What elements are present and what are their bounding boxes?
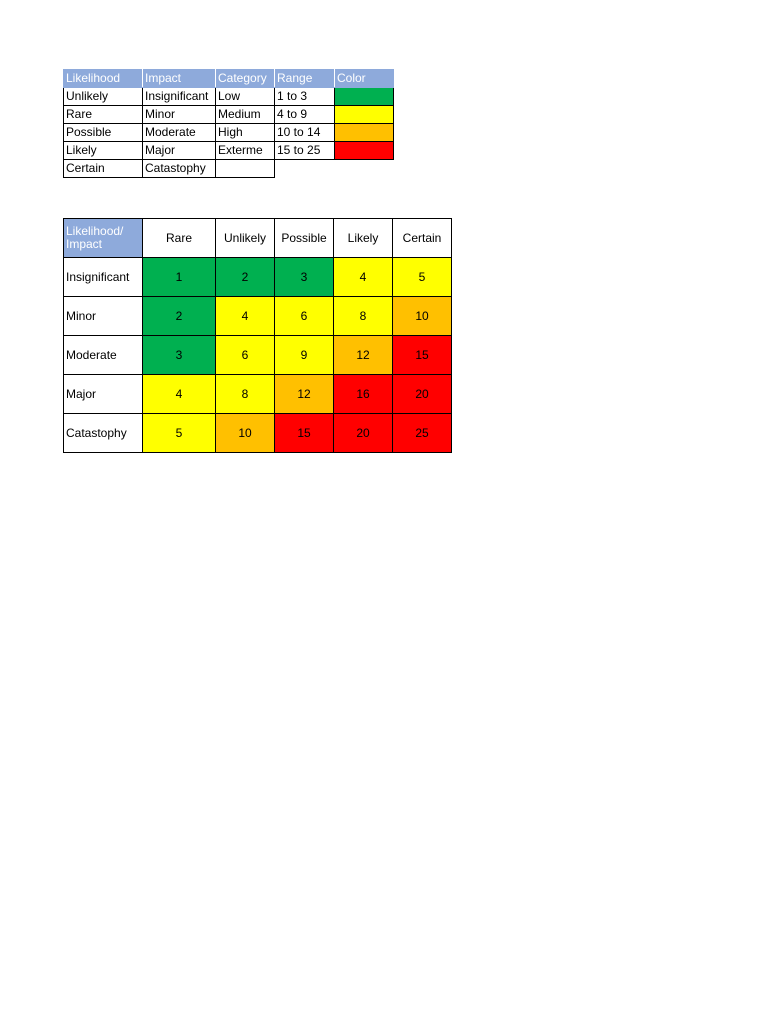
matrix-cell: 5 [143,414,216,453]
matrix-header-row [64,219,452,258]
matrix-cell: 25 [393,414,452,453]
matrix-cell: 8 [216,375,275,414]
legend-empty-cell [275,160,335,178]
legend-row [64,142,394,160]
legend-row [64,106,394,124]
legend-range: 1 to 3 [275,88,335,106]
matrix-row [64,258,452,297]
matrix-cell: 20 [334,414,393,453]
matrix-row-label: Minor [64,297,143,336]
legend-empty-cell [335,160,394,178]
legend-impact: Insignificant [143,88,216,106]
legend-header-likelihood: Likelihood [64,70,143,88]
matrix-cell: 3 [275,258,334,297]
matrix-cell: 1 [143,258,216,297]
matrix-col-possible: Possible [275,219,334,258]
matrix-row-label: Major [64,375,143,414]
legend-range: 4 to 9 [275,106,335,124]
matrix-cell: 4 [143,375,216,414]
legend-impact: Minor [143,106,216,124]
matrix-col-unlikely: Unlikely [216,219,275,258]
legend-category: High [216,124,275,142]
matrix-cell: 2 [143,297,216,336]
legend-color-swatch-high [335,124,394,142]
legend-category: Medium [216,106,275,124]
legend-color-swatch-medium [335,106,394,124]
matrix-cell: 9 [275,336,334,375]
matrix-row-label: Insignificant [64,258,143,297]
matrix-col-rare: Rare [143,219,216,258]
matrix-cell: 16 [334,375,393,414]
legend-likelihood: Likely [64,142,143,160]
matrix-cell: 20 [393,375,452,414]
legend-header-impact: Impact [143,70,216,88]
matrix-col-certain: Certain [393,219,452,258]
legend-row [64,124,394,142]
legend-color-swatch-low [335,88,394,106]
matrix-cell: 8 [334,297,393,336]
matrix-row [64,297,452,336]
matrix-corner-label: Likelihood/ Impact [64,219,143,258]
matrix-row-label: Moderate [64,336,143,375]
legend-header-row [64,70,394,88]
matrix-cell: 3 [143,336,216,375]
matrix-cell: 6 [275,297,334,336]
legend-category: Low [216,88,275,106]
legend-range: 10 to 14 [275,124,335,142]
matrix-cell: 4 [334,258,393,297]
legend-table [63,69,394,178]
legend-header-category: Category [216,70,275,88]
risk-matrix-table [63,218,452,453]
matrix-cell: 2 [216,258,275,297]
matrix-cell: 6 [216,336,275,375]
legend-range: 15 to 25 [275,142,335,160]
legend-color-swatch-extreme [335,142,394,160]
legend-impact: Catastophy [143,160,216,178]
matrix-cell: 12 [334,336,393,375]
legend-impact: Moderate [143,124,216,142]
matrix-row-label: Catastophy [64,414,143,453]
legend-header-range: Range [275,70,335,88]
matrix-cell: 10 [216,414,275,453]
legend-category: Exterme [216,142,275,160]
legend-likelihood: Possible [64,124,143,142]
matrix-cell: 12 [275,375,334,414]
matrix-cell: 5 [393,258,452,297]
matrix-cell: 15 [393,336,452,375]
matrix-cell: 10 [393,297,452,336]
matrix-row [64,375,452,414]
legend-row [64,160,394,178]
legend-likelihood: Certain [64,160,143,178]
legend-header-color: Color [335,70,394,88]
legend-likelihood: Unlikely [64,88,143,106]
legend-row [64,88,394,106]
matrix-row [64,414,452,453]
matrix-col-likely: Likely [334,219,393,258]
matrix-cell: 4 [216,297,275,336]
legend-impact: Major [143,142,216,160]
matrix-row [64,336,452,375]
matrix-cell: 15 [275,414,334,453]
legend-likelihood: Rare [64,106,143,124]
legend-category [216,160,275,178]
